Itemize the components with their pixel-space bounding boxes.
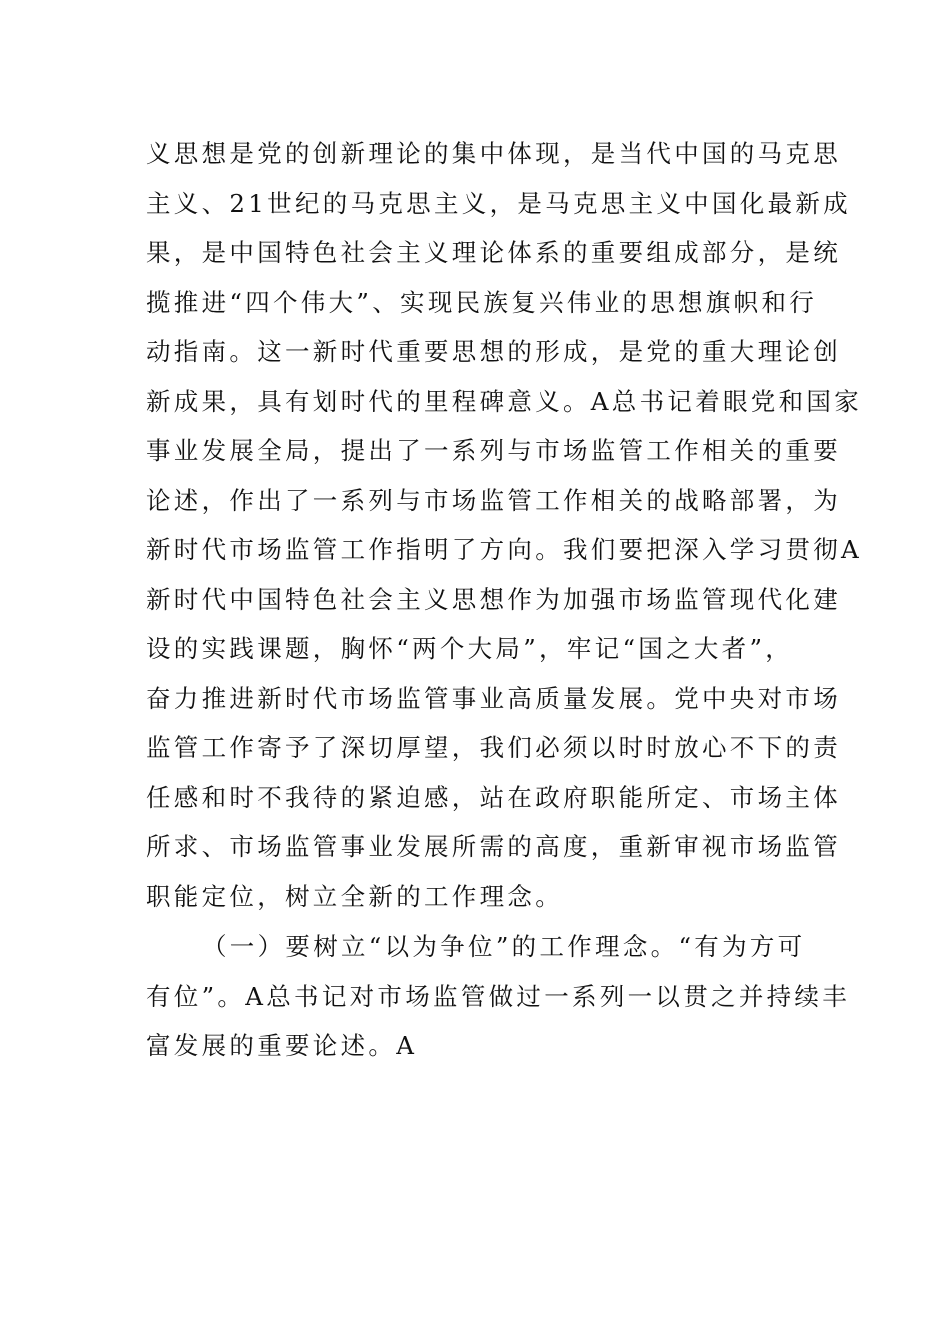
paragraph-line: 奋力推进新时代市场监管事业高质量发展。党中央对市场 [146, 683, 841, 713]
paragraph-line: 果，是中国特色社会主义理论体系的重要组成部分，是统 [146, 238, 841, 267]
paragraph-line: 职能定位，树立全新的工作理念。 [146, 881, 563, 911]
paragraph-1 [146, 129, 862, 921]
section-heading-line: （一）要树立“以为争位”的工作理念。“有为方可 [202, 932, 806, 961]
paragraph-line: 义思想是党的创新理论的集中体现，是当代中国的马克思 [146, 139, 841, 168]
paragraph-line: 所求、市场监管事业发展所需的高度，重新审视市场监管 [146, 832, 841, 861]
paragraph-line: 事业发展全局，提出了一系列与市场监管工作相关的重要 [146, 436, 841, 465]
paragraph-line: 新时代中国特色社会主义思想作为加强市场监管现代化建 [146, 584, 841, 614]
paragraph-line: 主义、21世纪的马克思主义，是马克思主义中国化最新成 [146, 188, 851, 218]
paragraph-line: 设的实践课题，胸怀“两个大局”，牢记“国之大者”， [146, 634, 794, 663]
paragraph-line: 动指南。这一新时代重要思想的形成，是党的重大理论创 [146, 337, 841, 366]
paragraph-2 [146, 922, 851, 1071]
paragraph-line: 新成果，具有划时代的里程碑意义。A总书记着眼党和国家 [146, 386, 862, 416]
paragraph-line: 监管工作寄予了深切厚望，我们必须以时时放心不下的责 [146, 733, 841, 762]
paragraph-line: 揽推进“四个伟大”、实现民族复兴伟业的思想旗帜和行 [146, 287, 818, 317]
paragraph-line: 富发展的重要论述。A [146, 1031, 418, 1060]
paragraph-line: 新时代市场监管工作指明了方向。我们要把深入学习贯彻A [146, 535, 862, 564]
paragraph-line: 任感和时不我待的紧迫感，站在政府职能所定、市场主体 [146, 782, 841, 812]
paragraph-line: 有位”。A总书记对市场监管做过一系列一以贯之并持续丰 [146, 981, 851, 1011]
paragraph-line: 论述，作出了一系列与市场监管工作相关的战略部署，为 [146, 485, 841, 515]
